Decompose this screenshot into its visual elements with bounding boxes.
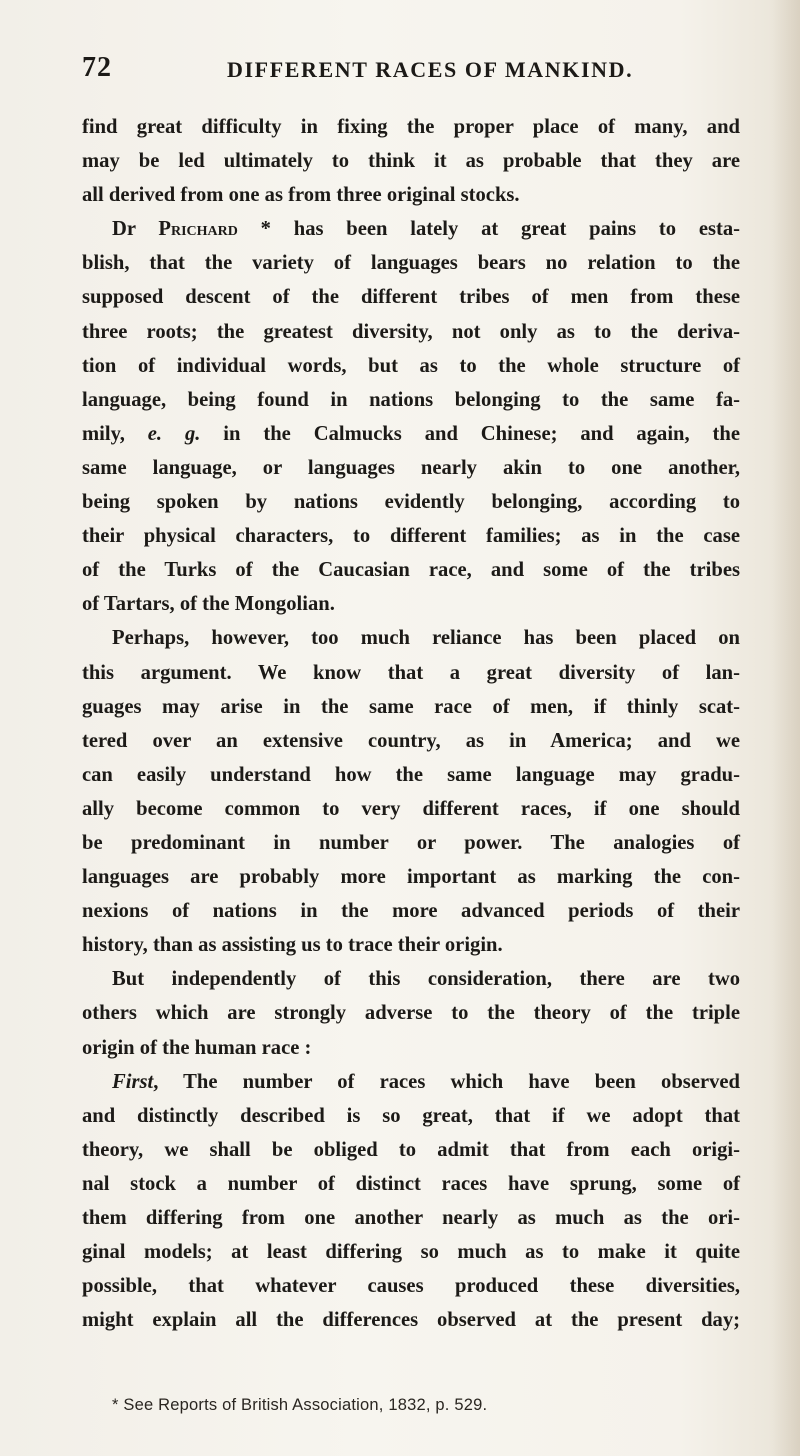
line-text: blish, that the variety of languages bears no relation to the bbox=[82, 252, 740, 275]
text-line bbox=[82, 1099, 740, 1133]
line-text: supposed descent of the different tribes of men from these bbox=[82, 286, 740, 309]
text-line bbox=[82, 110, 740, 144]
italic-text: e. g. bbox=[147, 422, 201, 445]
line-text: them differing from one another nearly as much as the ori- bbox=[82, 1207, 740, 1229]
line-text: , The number of races which have been observed bbox=[153, 1070, 740, 1093]
text-line bbox=[82, 417, 740, 451]
line-text: others which are strongly adverse to the theory of the triple bbox=[82, 1002, 740, 1025]
footnote: * See Reports of British Association, 1832, p. 529. bbox=[112, 1396, 488, 1414]
line-text: may be led ultimately to think it as probable that they are bbox=[82, 150, 740, 173]
text-line bbox=[82, 928, 740, 962]
line-text: of the Turks of the Caucasian race, and some of the tribes bbox=[82, 559, 740, 582]
text-line bbox=[82, 894, 740, 928]
line-text: be predominant in number or power. The analogies of bbox=[82, 831, 740, 854]
line-text: guages may arise in the same race of men, if thinly scat- bbox=[82, 695, 740, 718]
line-text: But independently of this consideration, there are two bbox=[112, 968, 740, 991]
line-text: might explain all the differences observed at the present day; bbox=[82, 1309, 740, 1332]
text-line bbox=[82, 758, 740, 792]
text-line bbox=[82, 485, 740, 519]
line-text: find great difficulty in fixing the proper place of many, and bbox=[82, 116, 740, 138]
line-text: possible, that whatever causes produced these diversities, bbox=[82, 1275, 740, 1298]
text-line bbox=[82, 246, 740, 280]
italic-text: First bbox=[112, 1070, 154, 1093]
text-line bbox=[82, 1303, 740, 1337]
text-line bbox=[82, 1133, 740, 1167]
text-line bbox=[82, 690, 740, 724]
text-line bbox=[82, 996, 740, 1030]
line-text: * has been lately at great pains to esta- bbox=[237, 218, 740, 241]
text-line bbox=[82, 656, 740, 690]
page-header bbox=[82, 52, 732, 92]
line-text: language, being found in nations belonging to the same fa- bbox=[82, 388, 740, 411]
line-text: this argument. We know that a great diversity of lan- bbox=[82, 661, 740, 684]
line-text: history, than as assisting us to trace their origin. bbox=[82, 934, 503, 957]
text-line bbox=[82, 553, 740, 587]
page-edge-shadow bbox=[772, 0, 800, 1456]
page-number: 72 bbox=[82, 52, 112, 83]
line-text: in the Calmucks and Chinese; and again, the bbox=[200, 422, 740, 445]
line-text: tion of individual words, but as to the whole structure of bbox=[82, 354, 740, 377]
line-text: Dr bbox=[112, 218, 159, 241]
text-line bbox=[82, 280, 740, 314]
line-text: nexions of nations in the more advanced periods of their bbox=[82, 900, 740, 923]
text-line bbox=[82, 792, 740, 826]
line-text: being spoken by nations evidently belonging, according to bbox=[82, 491, 740, 514]
line-text: mily, bbox=[82, 422, 148, 445]
line-text: theory, we shall be obliged to admit that from each origi- bbox=[82, 1138, 740, 1161]
text-line bbox=[82, 1065, 740, 1099]
line-text: their physical characters, to different families; as in the case bbox=[82, 525, 740, 548]
line-text: can easily understand how the same language may gradu- bbox=[82, 763, 740, 786]
text-line bbox=[82, 860, 740, 894]
text-line bbox=[82, 178, 740, 212]
text-line bbox=[82, 1235, 740, 1269]
line-text: of Tartars, of the Mongolian. bbox=[82, 593, 335, 616]
text-line bbox=[82, 519, 740, 553]
line-text: origin of the human race : bbox=[82, 1036, 312, 1059]
text-line bbox=[82, 621, 740, 655]
line-text: all derived from one as from three original stocks. bbox=[82, 184, 520, 207]
text-line bbox=[82, 1167, 740, 1201]
text-line bbox=[82, 724, 740, 758]
line-text: three roots; the greatest diversity, not only as to the deriva- bbox=[82, 320, 740, 343]
body-text bbox=[82, 110, 740, 1337]
text-line bbox=[82, 212, 740, 246]
line-text: tered over an extensive country, as in America; and we bbox=[82, 729, 740, 752]
text-line bbox=[82, 962, 740, 996]
text-line bbox=[82, 587, 740, 621]
line-text: ally become common to very different races, if one should bbox=[82, 797, 740, 820]
text-line bbox=[82, 315, 740, 349]
text-line bbox=[82, 451, 740, 485]
text-line bbox=[82, 144, 740, 178]
small-caps-name: Prichard bbox=[158, 218, 238, 241]
line-text: same language, or languages nearly akin to one another, bbox=[82, 456, 740, 479]
line-text: ginal models; at least differing so much as to make it quite bbox=[82, 1241, 740, 1264]
line-text: and distinctly described is so great, that if we adopt that bbox=[82, 1104, 740, 1127]
text-line bbox=[82, 383, 740, 417]
text-line bbox=[82, 826, 740, 860]
text-line bbox=[82, 349, 740, 383]
text-line bbox=[82, 1201, 740, 1235]
line-text: nal stock a number of distinct races have sprung, some of bbox=[82, 1172, 740, 1195]
line-text: languages are probably more important as marking the con- bbox=[82, 866, 740, 889]
text-line bbox=[82, 1269, 740, 1303]
running-title: DIFFERENT RACES OF MANKIND. bbox=[227, 57, 634, 82]
text-line bbox=[82, 1031, 740, 1065]
line-text: Perhaps, however, too much reliance has been placed on bbox=[112, 627, 740, 650]
